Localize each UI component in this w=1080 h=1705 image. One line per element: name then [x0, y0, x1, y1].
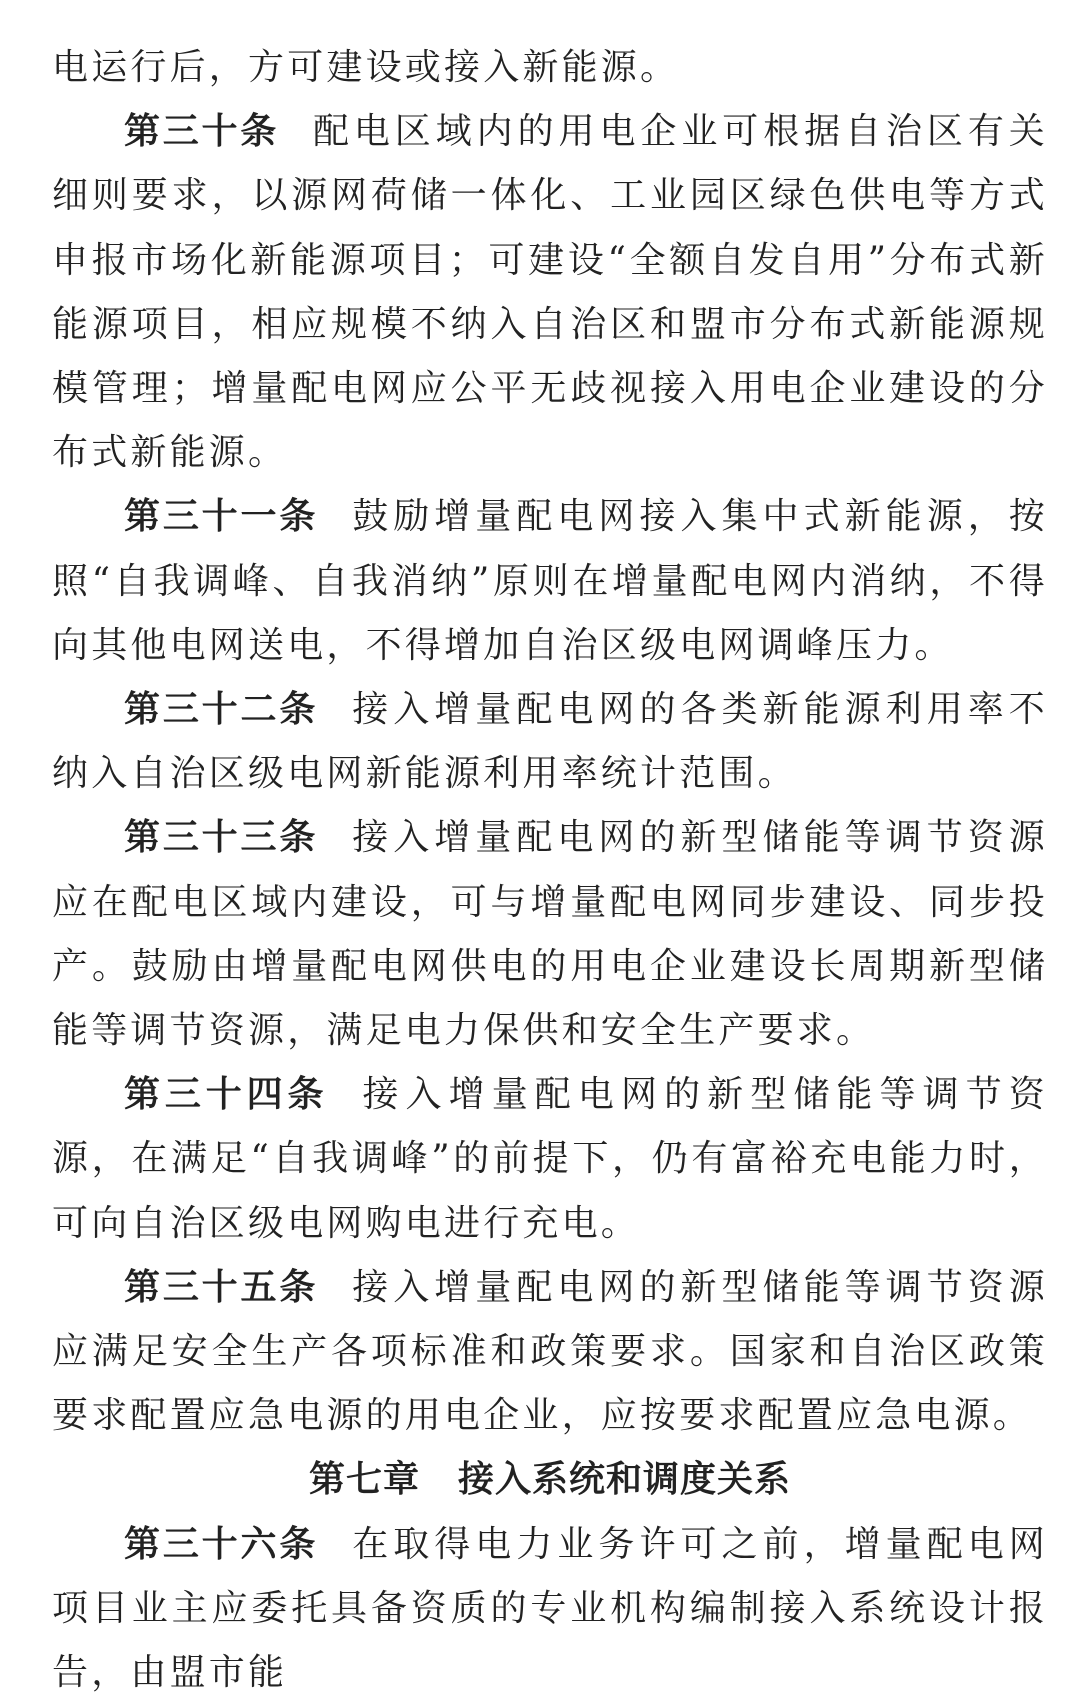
- article-text: 接入增量配电网的各类新能源利用率不纳入自治区级电网新能源利用率统计范围。: [52, 689, 1048, 795]
- article-33: [52, 806, 1048, 1063]
- chapter-heading: [52, 1448, 1048, 1512]
- article-number: 第三十四条: [124, 1074, 329, 1116]
- article-text: 鼓励增量配电网接入集中式新能源，按照“自我调峰、自我消纳”原则在增量配电网内消纳，不得向其他电网送电，不得增加自治区级电网调峰压力。: [52, 496, 1048, 666]
- article-32: [52, 678, 1048, 806]
- article-number: 第三十六条: [124, 1523, 319, 1565]
- article-34: [52, 1063, 1048, 1256]
- article-number: 第三十三条: [124, 817, 319, 859]
- document-page: [52, 36, 1048, 1705]
- article-35: [52, 1256, 1048, 1449]
- article-30: [52, 100, 1048, 485]
- article-31: [52, 485, 1048, 678]
- article-text: 在取得电力业务许可之前，增量配电网项目业主应委托具备资质的专业机构编制接入系统设计报告，由盟市能: [52, 1523, 1048, 1694]
- chapter-title: 接入系统和调度关系: [458, 1459, 792, 1501]
- article-text: 接入增量配电网的新型储能等调节资源，在满足“自我调峰”的前提下，仍有富裕充电能力时，可向自治区级电网购电进行充电。: [52, 1074, 1048, 1244]
- article-number: 第三十五条: [124, 1266, 319, 1308]
- chapter-number: 第七章: [308, 1459, 420, 1501]
- article-text: 接入增量配电网的新型储能等调节资源应满足安全生产各项标准和政策要求。国家和自治区政策要求配置应急电源的用电企业，应按要求配置应急电源。: [52, 1266, 1048, 1437]
- continued-paragraph: 电运行后，方可建设或接入新能源。: [52, 47, 680, 88]
- article-text: 配电区域内的用电企业可根据自治区有关细则要求，以源网荷储一体化、工业园区绿色供电等方式申报市场化新能源项目；可建设“全额自发自用”分布式新能源项目，相应规模不纳入自治区和盟市分布式新能源规模管理；增量配电网应公平无歧视接入用电企业建设的分布式新能源。: [52, 111, 1048, 474]
- article-number: 第三十一条: [124, 496, 319, 538]
- article-number: 第三十二条: [124, 689, 319, 731]
- article-36: [52, 1513, 1048, 1705]
- article-text: 接入增量配电网的新型储能等调节资源应在配电区域内建设，可与增量配电网同步建设、同步投产。鼓励由增量配电网供电的用电企业建设长周期新型储能等调节资源，满足电力保供和安全生产要求。: [52, 817, 1048, 1052]
- article-number: 第三十条: [124, 111, 279, 153]
